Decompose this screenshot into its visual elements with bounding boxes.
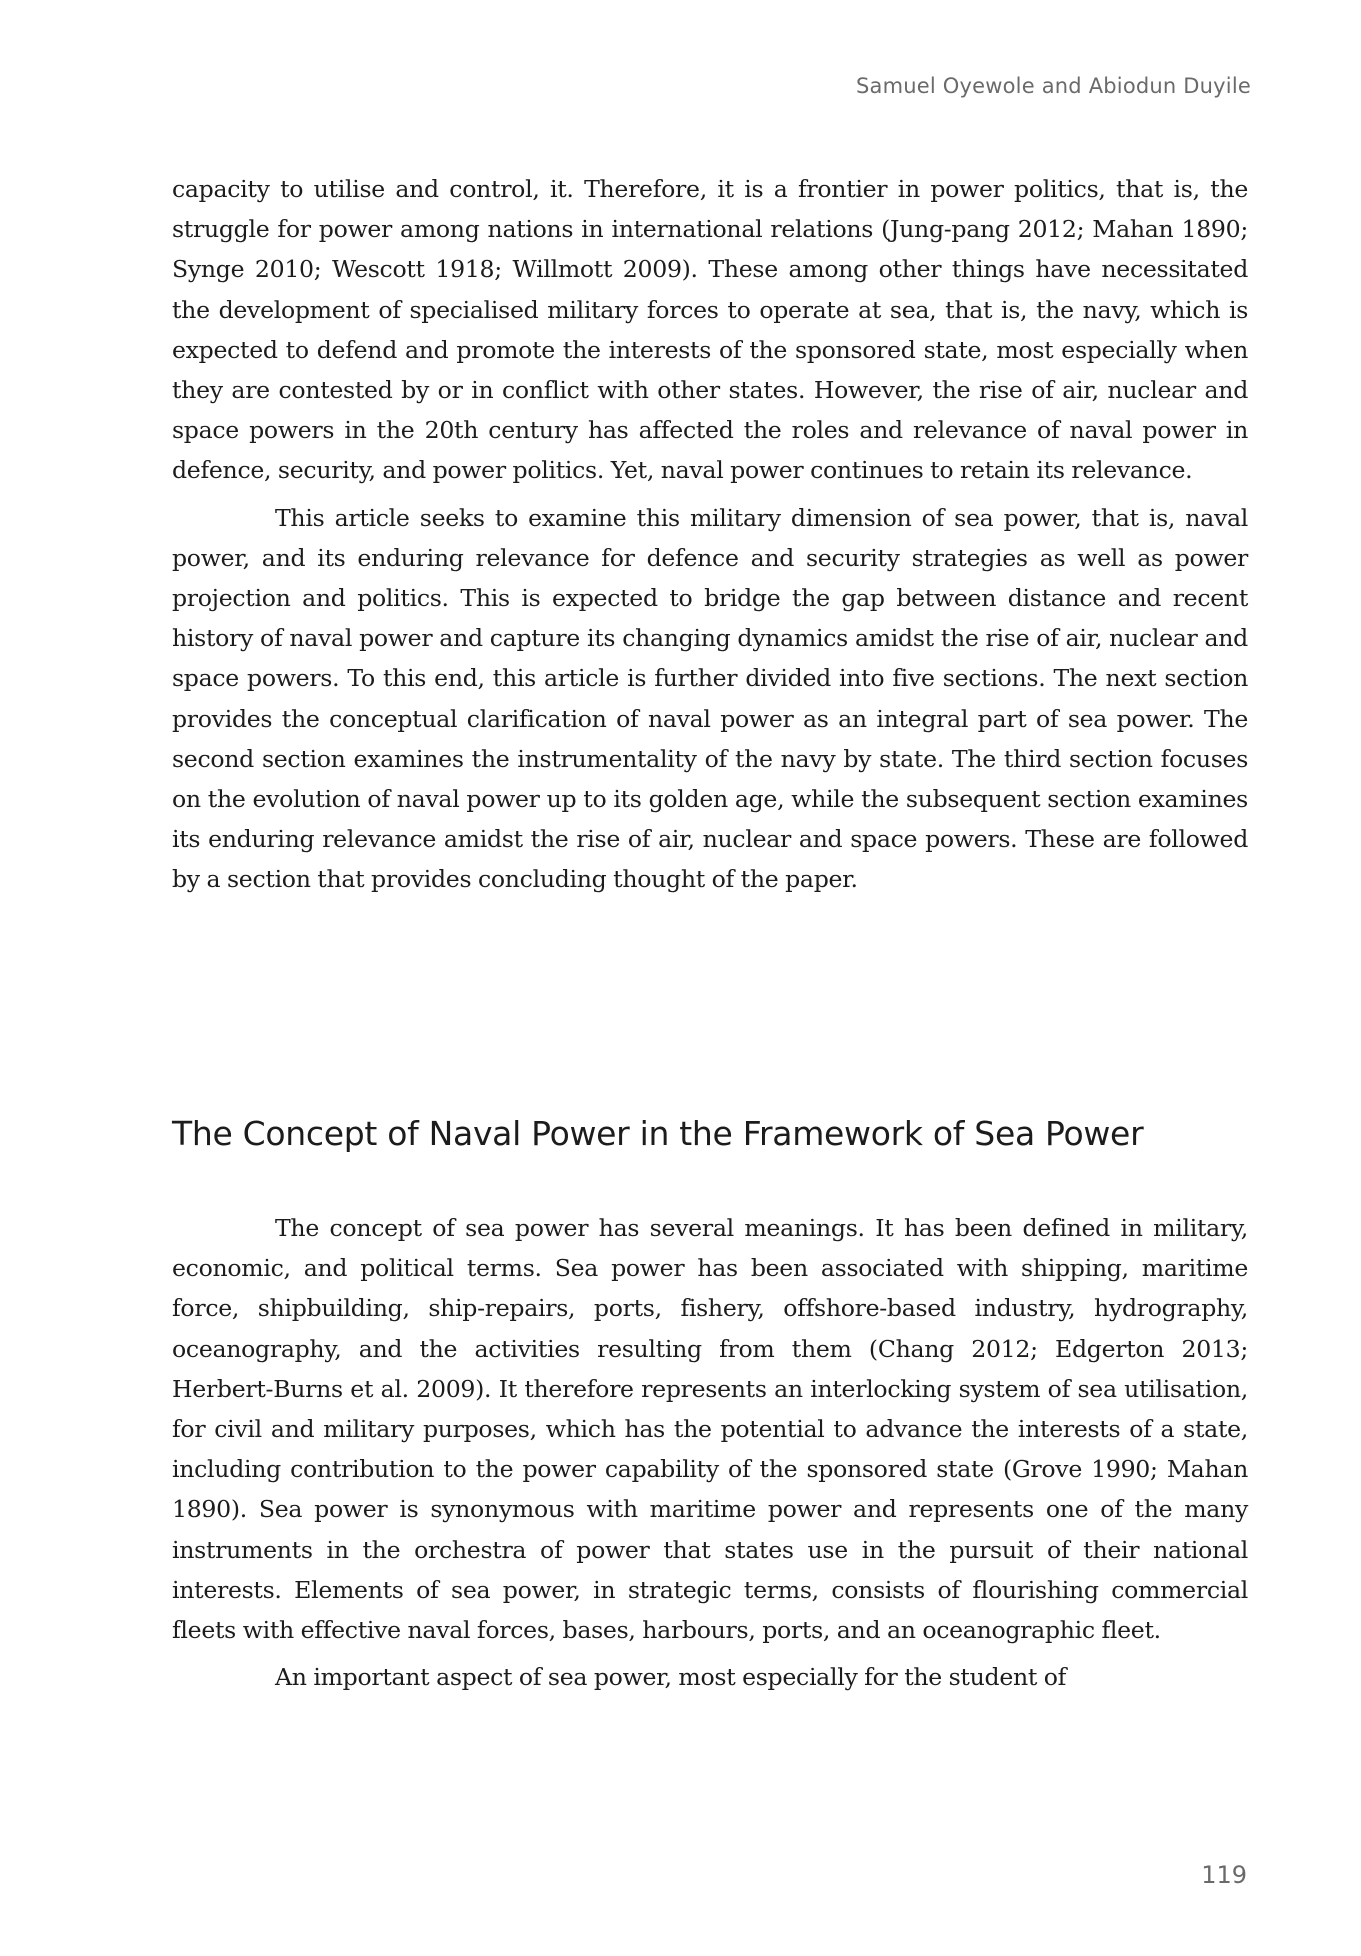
paragraph-article-outline: This article seeks to examine this military dimension of sea power, that is, naval power, and its enduring relevance for defence and security strategies as well as power projection and politics. This is expected to bridge the gap between distance and recent history of naval power and capture its changing dynamics amidst the rise of air, nuclear and space powers. To this end, this article is further divided into five sections. The next section provides the conceptual clarification of naval power as an integral part of sea power. The second section examines the instrumentality of the navy by state. The third section focuses on the evolution of naval power up to its golden age, while the subsequent section examines its enduring relevance amidst the rise of air, nuclear and space powers. These are followed by a section that provides concluding thought of the paper.: [172, 503, 1248, 894]
body-text-block-section: [172, 1208, 1248, 1697]
paragraph-continued: capacity to utilise and control, it. Therefore, it is a frontier in power politics, that is, the struggle for power among nations in international relations (Jung-pang 2012; Mahan 1890; Synge 2010; Wescott 1918; Willmott 2009). These among other things have necessitated the development of specialised military forces to operate at sea, that is, the navy, which is expected to defend and promote the interests of the sponsored state, most especially when they are contested by or in conflict with other states. However, the rise of air, nuclear and space powers in the 20th century has affected the roles and relevance of naval power in defence, security, and power politics. Yet, naval power continues to retain its relevance.: [172, 175, 1248, 485]
page-number: 119: [1201, 1861, 1247, 1889]
paragraph-important-aspect: An important aspect of sea power, most especially for the student of: [275, 1663, 1067, 1692]
section-heading: The Concept of Naval Power in the Framework of Sea Power: [172, 1114, 1144, 1153]
body-text-block-introduction: [172, 169, 1248, 900]
running-head-authors: Samuel Oyewole and Abiodun Duyile: [855, 74, 1251, 98]
paragraph-sea-power-concept: The concept of sea power has several meanings. It has been defined in military, economic, and political terms. Sea power has been associated with shipping, maritime force, shipbuilding, ship-repairs, ports, fishery, offshore-based industry, hydrography, oceanography, and the activities resulting from them (Chang 2012; Edgerton 2013; Herbert-Burns et al. 2009). It therefore represents an interlocking system of sea utilisation, for civil and military purposes, which has the potential to advance the interests of a state, including contribution to the power capability of the sponsored state (Grove 1990; Mahan 1890). Sea power is synonymous with maritime power and represents one of the many instruments in the orchestra of power that states use in the pursuit of their national interests. Elements of sea power, in strategic terms, consists of flourishing commercial fleets with effective naval forces, bases, harbours, ports, and an oceanographic fleet.: [172, 1214, 1248, 1645]
